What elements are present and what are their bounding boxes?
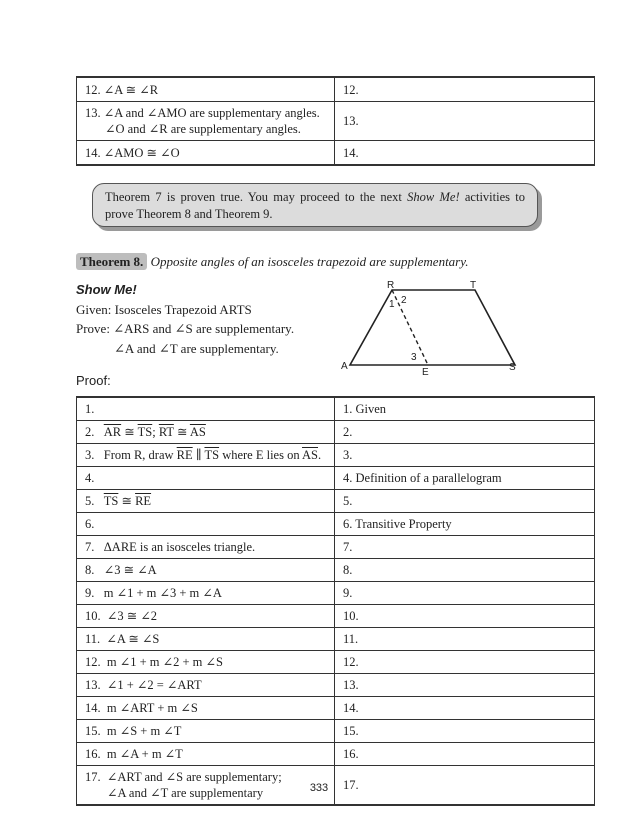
table-row — [77, 490, 595, 513]
step-number: 1. — [85, 402, 95, 416]
statement-cell — [77, 743, 335, 766]
step-number: 11. — [85, 632, 101, 646]
statement-text: m ∠ART + m ∠S — [106, 701, 198, 715]
statement-text: m ∠1 + m ∠2 + m ∠S — [106, 655, 223, 669]
angle-3-label: 3 — [411, 352, 417, 363]
statement-line: ∠O and ∠R are supplementary angles. — [105, 122, 301, 136]
reason-cell: 3. — [335, 444, 595, 467]
angle-2-label: 2 — [401, 295, 407, 306]
statement-cell — [77, 720, 335, 743]
step-number: 17. — [85, 770, 101, 784]
reason-cell: 7. — [335, 536, 595, 559]
prove-text-2: ∠A and ∠T are supplementary. — [114, 341, 279, 356]
reason-cell: 1. Given — [335, 397, 595, 421]
segment-ts: $\overline{TS}$ — [204, 448, 220, 462]
table-row — [77, 559, 595, 582]
congruent-symbol: ≅ — [173, 425, 190, 439]
proof-table — [76, 396, 595, 806]
statement-cell — [77, 628, 335, 651]
table-row — [77, 743, 595, 766]
step-number: 8. — [85, 563, 95, 577]
reason-cell: 13. — [335, 102, 595, 141]
theorem-statement: Opposite angles of an isosceles trapezoid are supplementary. — [150, 254, 469, 269]
statement-text: From R, draw — [103, 448, 177, 462]
callout-text: activities to prove Theorem 8 and Theorem 9. — [105, 190, 525, 221]
vertex-t-label: T — [470, 280, 477, 291]
segment-re — [392, 290, 428, 365]
vertex-a-label: A — [341, 361, 348, 372]
segment-ts: $\overline{TS}$ — [103, 494, 119, 508]
statement-cell: 14. ∠AMO ≅ ∠O — [77, 141, 335, 166]
prove-text: Prove: ∠ARS and ∠S are supplementary. — [76, 321, 295, 336]
segment-re: $\overline{RE}$ — [176, 448, 193, 462]
table-row — [77, 102, 595, 141]
statement-text: ∠3 ≅ ∠2 — [106, 609, 158, 623]
vertex-e-label: E — [422, 367, 429, 378]
reason-cell: 15. — [335, 720, 595, 743]
reason-cell: 14. — [335, 697, 595, 720]
congruent-symbol: ≅ — [121, 425, 138, 439]
statement-cell: 12. ∠A ≅ ∠R — [77, 77, 335, 102]
vertex-r-label: R — [387, 280, 395, 291]
parallel-symbol: ∥ — [192, 448, 205, 462]
angle-1-label: 1 — [389, 299, 395, 310]
reason-cell: 4. Definition of a parallelogram — [335, 467, 595, 490]
reason-cell: 5. — [335, 490, 595, 513]
segment-ts: $\overline{TS}$ — [137, 425, 153, 439]
reason-cell: 11. — [335, 628, 595, 651]
reason-cell: 14. — [335, 141, 595, 166]
table-row — [77, 651, 595, 674]
table-row — [77, 444, 595, 467]
table-row — [77, 720, 595, 743]
step-number: 16. — [85, 747, 101, 761]
reason-cell: 8. — [335, 559, 595, 582]
table-row — [77, 467, 595, 490]
callout-italic: Show Me! — [407, 190, 460, 204]
proof-label: Proof: — [76, 373, 111, 388]
step-number: 10. — [85, 609, 101, 623]
reason-cell: 10. — [335, 605, 595, 628]
statement-cell — [77, 513, 335, 536]
statement-text: ∠1 + ∠2 = ∠ART — [106, 678, 202, 692]
statement-cell — [77, 444, 335, 467]
reason-cell: 17. — [335, 766, 595, 806]
step-number: 7. — [85, 540, 95, 554]
table-row — [77, 536, 595, 559]
table-row — [77, 674, 595, 697]
congruent-symbol: ≅ — [118, 494, 136, 508]
reason-cell: 12. — [335, 651, 595, 674]
statement-text: m ∠1 + m ∠3 + m ∠A — [103, 586, 222, 600]
statement-text: m ∠S + m ∠T — [106, 724, 182, 738]
page-number: 333 — [309, 782, 329, 794]
statement-cell — [77, 421, 335, 444]
step-number: 5. — [85, 494, 95, 508]
theorem-label: Theorem 8. — [76, 253, 147, 270]
statement-text: . — [318, 448, 322, 462]
segment-as: $\overline{AS}$ — [302, 448, 319, 462]
statement-text: ∠ART and ∠S are supplementary; — [106, 770, 282, 784]
statement-text: ∠A ≅ ∠S — [106, 632, 160, 646]
reason-cell: 2. — [335, 421, 595, 444]
reason-cell: 9. — [335, 582, 595, 605]
step-number: 12. — [85, 655, 101, 669]
statement-cell — [77, 674, 335, 697]
statement-cell — [77, 651, 335, 674]
statement-text: where E lies on — [219, 448, 303, 462]
previous-proof-table — [76, 76, 595, 166]
callout-text: Theorem 7 is proven true. You may proceed to the next — [105, 190, 408, 204]
statement-cell — [77, 536, 335, 559]
vertex-s-label: S — [509, 362, 516, 373]
given-text: Given: Isosceles Trapezoid ARTS — [76, 302, 252, 317]
statement-cell — [77, 490, 335, 513]
statement-line: ∠A and ∠T are supplementary — [107, 786, 264, 800]
step-number: 2. — [85, 425, 95, 439]
reason-cell: 16. — [335, 743, 595, 766]
reason-cell: 12. — [335, 77, 595, 102]
step-number: 3. — [85, 448, 95, 462]
theorem-7-callout — [92, 183, 538, 227]
step-number: 4. — [85, 471, 95, 485]
table-row — [77, 141, 595, 166]
table-row — [77, 582, 595, 605]
step-number: 6. — [85, 517, 95, 531]
step-number: 15. — [85, 724, 101, 738]
table-row — [77, 628, 595, 651]
statement-cell — [77, 697, 335, 720]
statement-cell — [77, 559, 335, 582]
show-me-heading: Show Me! — [76, 282, 137, 297]
trapezoid-diagram — [335, 280, 525, 380]
segment-ar: $\overline{AR}$ — [103, 425, 122, 439]
statement-line: 13. ∠A and ∠AMO are supplementary angles. — [85, 106, 320, 120]
separator: ; — [152, 425, 159, 439]
table-row — [77, 77, 595, 102]
statement-cell — [77, 102, 335, 141]
table-row — [77, 421, 595, 444]
step-number: 14. — [85, 701, 101, 715]
statement-cell — [77, 397, 335, 421]
statement-cell — [77, 605, 335, 628]
statement-text: ∠3 ≅ ∠A — [103, 563, 157, 577]
statement-text: m ∠A + m ∠T — [106, 747, 183, 761]
segment-re: $\overline{RE}$ — [135, 494, 152, 508]
segment-as: $\overline{AS}$ — [189, 425, 206, 439]
table-row — [77, 513, 595, 536]
segment-rt: $\overline{RT}$ — [158, 425, 174, 439]
statement-cell — [77, 467, 335, 490]
trapezoid-arts — [350, 290, 515, 365]
table-row — [77, 397, 595, 421]
reason-cell: 6. Transitive Property — [335, 513, 595, 536]
step-number: 9. — [85, 586, 95, 600]
table-row — [77, 697, 595, 720]
reason-cell: 13. — [335, 674, 595, 697]
statement-cell — [77, 582, 335, 605]
statement-text: ΔARE is an isosceles triangle. — [103, 540, 256, 554]
theorem-8 — [76, 254, 469, 270]
table-row — [77, 605, 595, 628]
step-number: 13. — [85, 678, 101, 692]
